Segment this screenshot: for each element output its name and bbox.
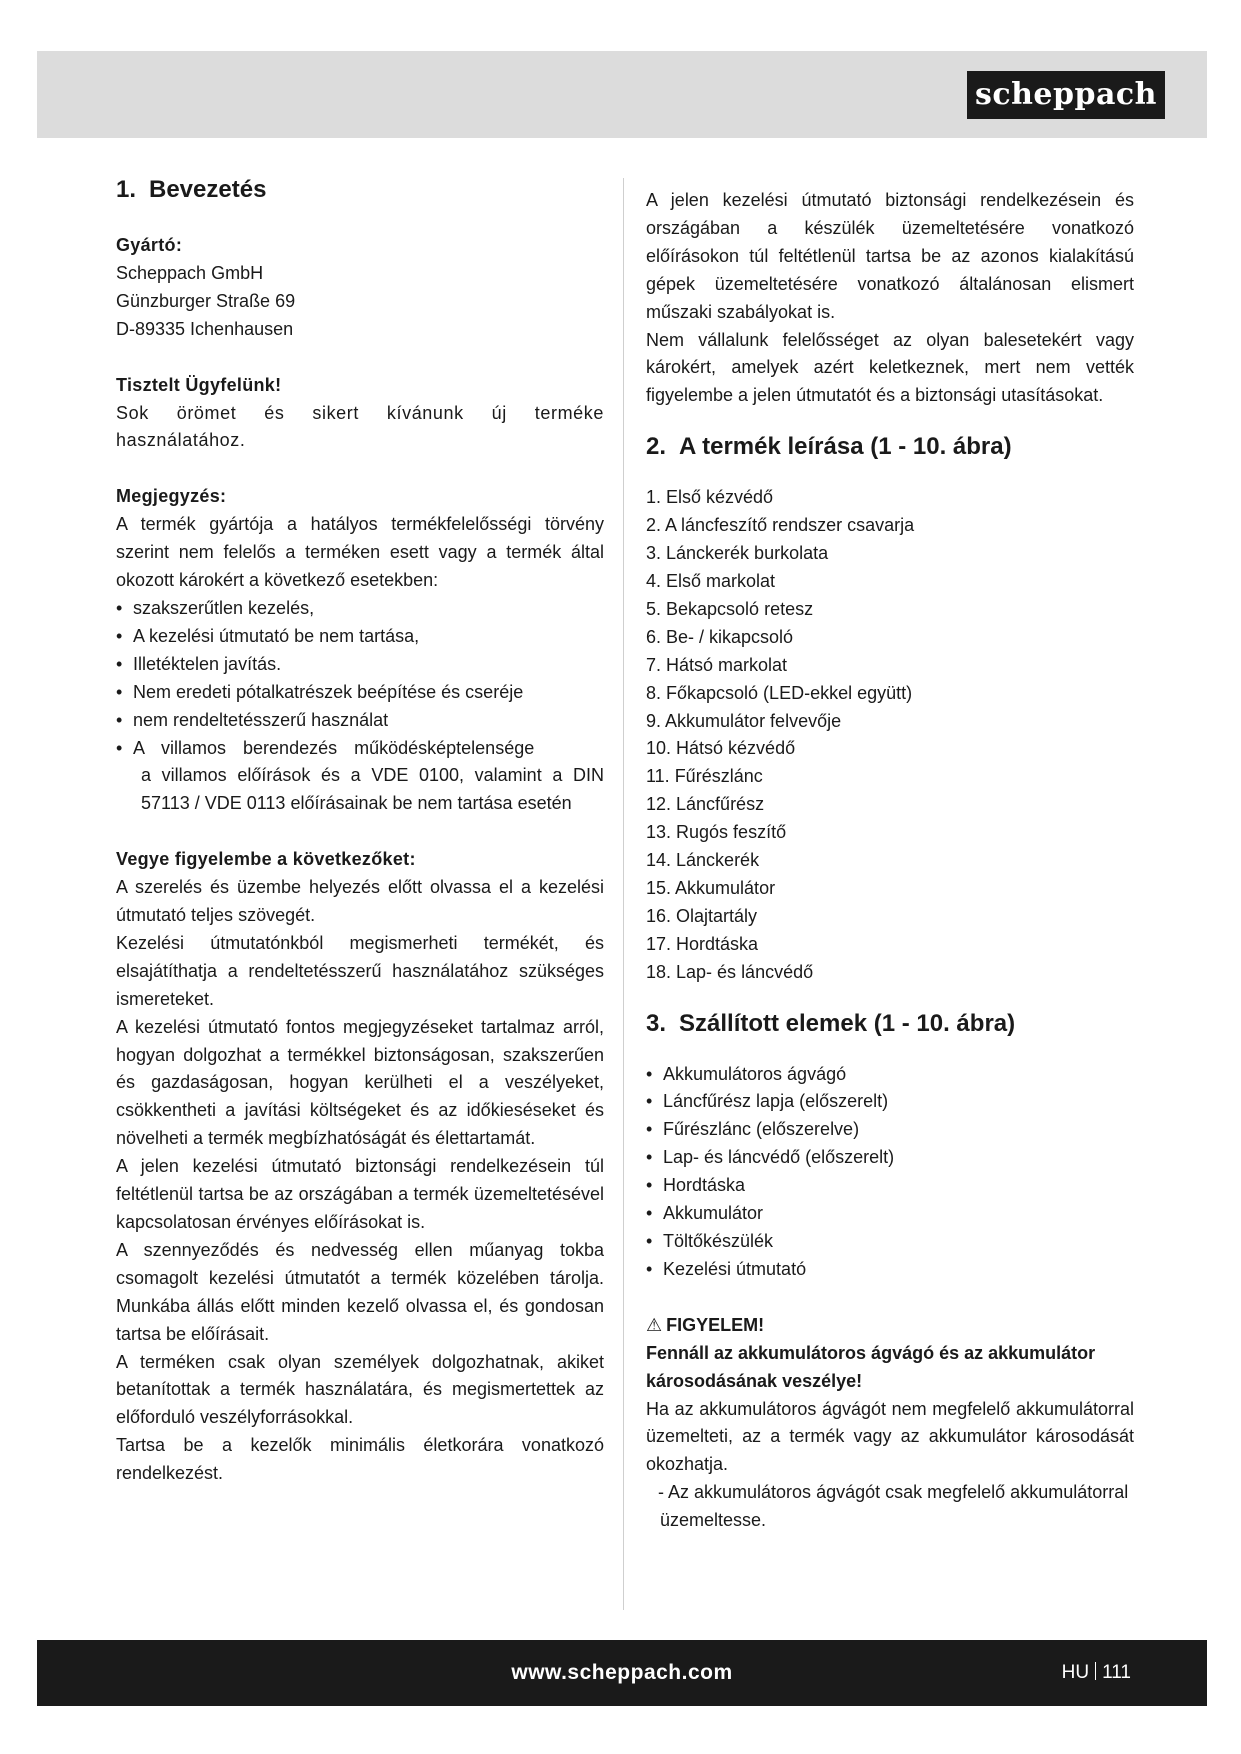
manufacturer-line: D-89335 Ichenhausen bbox=[116, 318, 294, 339]
list-item: • Lap- és láncvédő (előszerelt) bbox=[646, 1144, 1134, 1172]
warning-triangle-icon: ⚠ bbox=[646, 1314, 663, 1335]
list-item: 4. Első markolat bbox=[646, 570, 776, 591]
list-item: • Hordtáska bbox=[646, 1172, 1134, 1200]
observe-paragraph: A terméken csak olyan személyek dolgozhatnak, akiket betanítottak a termék használatára, és megismertettek az előforduló veszélyforrásokkal. bbox=[116, 1351, 604, 1428]
list-item: • Nem eredeti pótalkatrészek beépítése és cseréje bbox=[116, 679, 604, 707]
list-item: 3. Lánckerék burkolata bbox=[646, 543, 829, 564]
warning-dash-item: - Az akkumulátoros ágvágót csak megfelelő akkumulátorral üzemeltesse. bbox=[658, 1482, 1129, 1531]
list-item: • Kezelési útmutató bbox=[646, 1256, 1134, 1284]
observe-paragraph: Kezelési útmutatónkból megismerheti termékét, és elsajátíthatja a rendeltetésszerű használatához szükséges ismereteket. bbox=[116, 932, 604, 1009]
observe-paragraph: A szennyeződés és nedvesség ellen műanyag tokba csomagolt kezelési útmutatót a termék közelében tárolja. Munkába állás előtt minden kezelő olvassa el, és gondosan tartsa be előírásait. bbox=[116, 1239, 604, 1344]
list-item: 7. Hátsó markolat bbox=[646, 654, 788, 675]
greeting-text: Sok örömet és sikert kívánunk új terméke használatához. bbox=[116, 402, 604, 451]
list-item: • A kezelési útmutató be nem tartása, bbox=[116, 623, 604, 651]
warning-bold-text: Fennáll az akkumulátoros ágvágó és az akkumulátor károsodásának veszélye! bbox=[646, 1342, 1096, 1391]
page-number: HU 111 bbox=[1061, 1662, 1131, 1683]
list-item: • szakszerűtlen kezelés, bbox=[116, 595, 604, 623]
list-item: 1. Első kézvédő bbox=[646, 487, 774, 508]
website-url: www.scheppach.com bbox=[511, 1661, 733, 1684]
column-divider bbox=[623, 178, 624, 1610]
right-column bbox=[646, 187, 1134, 1535]
list-item: • nem rendeltetésszerű használat bbox=[116, 707, 604, 735]
intro-paragraph: Nem vállalunk felelősséget az olyan balesetekért vagy károkért, amelyek azért keletkeznek, mert nem vették figyelembe a jelen útmutatót és a biztonsági utasításokat. bbox=[646, 329, 1134, 406]
delivered-list bbox=[646, 1061, 1134, 1284]
list-item: • Illetéktelen javítás. bbox=[116, 651, 604, 679]
observe-paragraph: Tartsa be a kezelők minimális életkorára vonatkozó rendelkezést. bbox=[116, 1435, 604, 1484]
note-list bbox=[116, 595, 604, 818]
list-item: • A villamos berendezés működésképtelensége a villamos előírások és a VDE 0100, valamint a DIN 57113 / VDE 0113 előírásainak be nem tartása esetén bbox=[116, 735, 604, 819]
list-item: 5. Bekapcsoló retesz bbox=[646, 598, 814, 619]
section-2-heading: 2. A termék leírása (1 - 10. ábra) bbox=[646, 433, 1012, 461]
observe-paragraph: A kezelési útmutató fontos megjegyzéseket tartalmaz arról, hogyan dolgozhat a termékkel biztonságosan, szakszerűen és gazdaságosan, hogyan kerülheti el a veszélyeket, csökkentheti a javítási költségeket és az időkieséseket és növelheti a termék megbízhatóságát és élettartamát. bbox=[116, 1016, 604, 1149]
list-item: 17. Hordtáska bbox=[646, 933, 759, 954]
list-item: 14. Lánckerék bbox=[646, 850, 760, 871]
list-item: 9. Akkumulátor felvevője bbox=[646, 710, 842, 731]
list-item: 10. Hátsó kézvédő bbox=[646, 738, 796, 759]
list-item: 15. Akkumulátor bbox=[646, 877, 776, 898]
list-item: • Akkumulátor bbox=[646, 1200, 1134, 1228]
observe-label: Vegye figyelembe a következőket: bbox=[116, 849, 416, 870]
separator bbox=[1095, 1662, 1096, 1680]
section-3-heading: 3. Szállított elemek (1 - 10. ábra) bbox=[646, 1009, 1016, 1037]
list-item: 18. Lap- és láncvédő bbox=[646, 961, 814, 982]
manufacturer-label: Gyártó: bbox=[116, 235, 183, 255]
note-label: Megjegyzés: bbox=[116, 486, 227, 507]
warning-heading: ⚠ FIGYELEM! bbox=[646, 1314, 765, 1335]
list-item: 2. A láncfeszítő rendszer csavarja bbox=[646, 515, 915, 536]
observe-paragraph: A szerelés és üzembe helyezés előtt olvassa el a kezelési útmutató teljes szövegét. bbox=[116, 877, 604, 926]
parts-list bbox=[646, 484, 1134, 986]
list-item: • Fűrészlánc (előszerelve) bbox=[646, 1116, 1134, 1144]
warning-text: Ha az akkumulátoros ágvágót nem megfelelő akkumulátorral üzemelteti, az a termék vagy az akkumulátor károsodását okozhatja. bbox=[646, 1398, 1134, 1475]
list-item: 16. Olajtartály bbox=[646, 905, 758, 926]
header-band bbox=[37, 51, 1207, 138]
intro-paragraph: A jelen kezelési útmutató biztonsági rendelkezésein és országában a készülék üzemeltetésére vonatkozó előírásokon túl feltétlenül tartsa be az azonos kialakítású gépek üzemeltetésére vonatkozó általánosan elismert műszaki szabályokat is. bbox=[646, 190, 1134, 322]
list-item: • Töltőkészülék bbox=[646, 1228, 1134, 1256]
manufacturer-line: Günzburger Straße 69 bbox=[116, 290, 296, 311]
list-item: 8. Főkapcsoló (LED-ekkel együtt) bbox=[646, 682, 913, 703]
manufacturer-line: Scheppach GmbH bbox=[116, 262, 264, 283]
scheppach-logo: scheppach bbox=[967, 71, 1165, 119]
list-item: • Akkumulátoros ágvágó bbox=[646, 1061, 1134, 1089]
list-item: • Láncfűrész lapja (előszerelt) bbox=[646, 1088, 1134, 1116]
observe-paragraph: A jelen kezelési útmutató biztonsági rendelkezésein túl feltétlenül tartsa be az országában a termék üzemeltetésével kapcsolatosan érvényes előírásokat is. bbox=[116, 1156, 604, 1232]
note-text: A termék gyártója a hatályos termékfelelősségi törvény szerint nem felelős a terméken esett vagy a termék által okozott károkért a következő esetekben: bbox=[116, 514, 604, 591]
list-item: 12. Láncfűrész bbox=[646, 794, 765, 815]
section-1-heading: 1. Bevezetés bbox=[116, 176, 267, 203]
list-item: 6. Be- / kikapcsoló bbox=[646, 626, 794, 647]
list-item: 11. Fűrészlánc bbox=[646, 766, 763, 787]
list-item: 13. Rugós feszítő bbox=[646, 822, 787, 843]
greeting-label: Tisztelt Ügyfelünk! bbox=[116, 374, 282, 395]
left-column bbox=[116, 175, 604, 1488]
footer-bar bbox=[37, 1640, 1207, 1706]
